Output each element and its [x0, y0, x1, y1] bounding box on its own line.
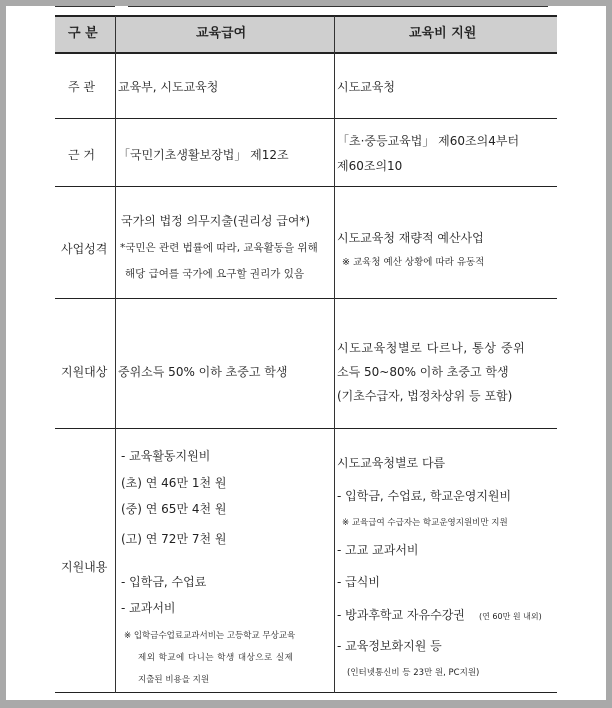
top-rule-right [128, 6, 548, 7]
row-label: 지원내용 [61, 560, 108, 574]
table-header [55, 16, 557, 53]
cell-note: 지출된 비용을 지원 [138, 675, 210, 685]
col-divider [334, 16, 335, 693]
cell-text: 「초·중등교육법」 제60조의4부터 [337, 134, 520, 148]
cell-note: ※ 교육급여 수급자는 학교운영지원비만 지원 [342, 518, 508, 528]
cell-text: 「국민기초생활보장법」 제12조 [118, 148, 289, 162]
cell-text: (중) 연 65만 4천 원 [121, 502, 227, 516]
cell-text: 시도교육청 [337, 80, 395, 94]
header-education-benefit: 교육급여 [196, 26, 247, 41]
cell-note: 제외 학교에 다니는 학생 대상으로 실제 [138, 653, 294, 663]
cell-text: - 교과서비 [121, 601, 176, 615]
cell-text: - 입학금, 수업료, 학교운영지원비 [337, 489, 512, 503]
cell-text: (초) 연 46만 1천 원 [121, 476, 227, 490]
row-label: 근 거 [68, 148, 95, 162]
cell-text: 시도교육청 재량적 예산사업 [337, 231, 484, 245]
cell-text: 소득 50~80% 이하 초중고 학생 [337, 365, 509, 379]
header-category: 구 분 [68, 26, 98, 41]
cell-text: 시도교육청별로 다름 [337, 456, 446, 470]
cell-note: (연 60만 원 내외) [479, 612, 542, 621]
cell-note: ※ 입학금수업료교과서비는 고등학교 무상교육 [124, 631, 296, 641]
cell-text: 교육부, 시도교육청 [118, 80, 219, 94]
rule [55, 118, 557, 119]
header-education-support: 교육비 지원 [409, 26, 477, 41]
row-label: 사업성격 [61, 242, 108, 256]
cell-text: (고) 연 72만 7천 원 [121, 532, 227, 546]
cell-text: - 교육정보화지원 등 [337, 639, 442, 653]
rule [55, 52, 557, 54]
rule [55, 428, 557, 429]
top-rule-left [55, 6, 115, 7]
cell-text: 제60조의10 [337, 159, 403, 173]
cell-text: (기초수급자, 법정차상위 등 포함) [337, 389, 513, 403]
cell-note: 해당 급여를 국가에 요구할 권리가 있음 [125, 268, 304, 280]
cell-text: - 방과후학교 자유수강권 [337, 608, 465, 622]
rule [55, 298, 557, 299]
cell-note: ※ 교육청 예산 상황에 따라 유동적 [342, 257, 485, 268]
cell-note: (인터넷통신비 등 23만 원, PC지원) [347, 668, 480, 678]
cell-note: *국민은 관련 법률에 따라, 교육활동을 위해 [120, 242, 318, 254]
rule [55, 186, 557, 187]
rule [55, 692, 557, 693]
cell-text: - 입학금, 수업료 [121, 575, 207, 589]
rule [55, 15, 557, 17]
row-label: 주 관 [68, 80, 95, 94]
cell-text: 중위소득 50% 이하 초중고 학생 [118, 365, 288, 379]
col-divider [115, 16, 116, 693]
document-page [6, 6, 606, 700]
cell-text: - 교육활동지원비 [121, 449, 211, 463]
row-label: 지원대상 [61, 365, 108, 379]
cell-text: - 고교 교과서비 [337, 543, 419, 557]
cell-text: 국가의 법정 의무지출(권리성 급여*) [121, 214, 311, 228]
cell-text: 시도교육청별로 다르나, 통상 중위 [337, 341, 526, 355]
cell-text: - 급식비 [337, 575, 380, 589]
